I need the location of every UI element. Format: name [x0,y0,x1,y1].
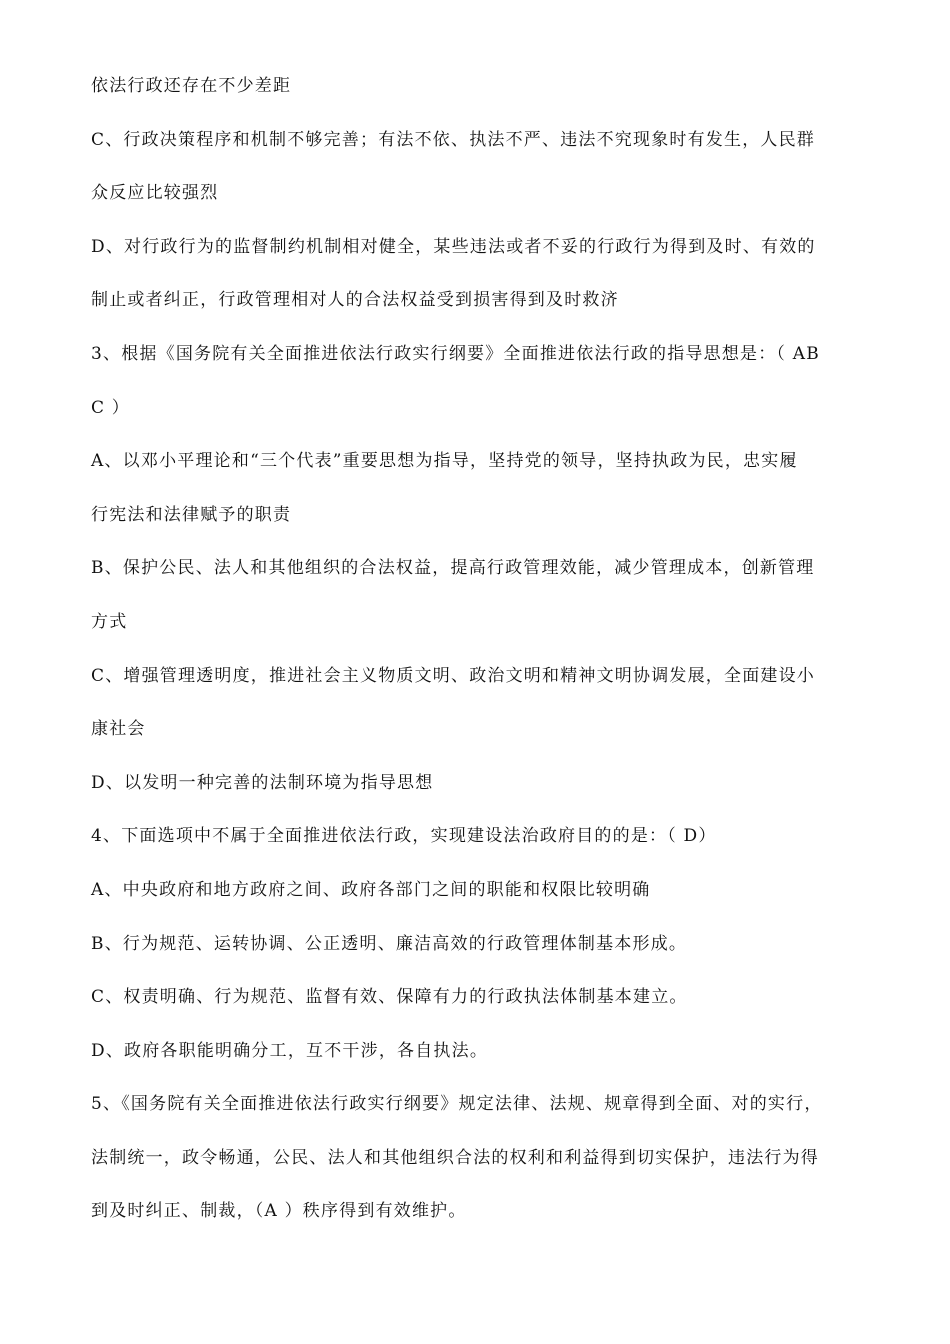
option-c-line: C、增强管理透明度，推进社会主义物质文明、政治文明和精神文明协调发展，全面建设小 [91,665,816,686]
option-d-line: D、以发明一种完善的法制环境为指导思想 [91,772,434,793]
document-page [91,60,866,1239]
question-4: 4、下面选项中不属于全面推进依法行政，实现建设法治政府目的的是：（ D） [91,826,717,847]
question-3: 3、根据《国务院有关全面推进依法行政实行纲要》全面推进依法行政的指导思想是：（ AB [91,343,820,364]
option-a-line: A、以邓小平理论和“三个代表”重要思想为指导，坚持党的领导，坚持执政为民，忠实履 [91,451,798,472]
option-d-line: D、对行政行为的监督制约机制相对健全，某些违法或者不妥的行政行为得到及时、有效的 [91,236,816,257]
text-line: 行宪法和法律赋予的职责 [91,504,292,525]
option-a-line: A、中央政府和地方政府之间、政府各部门之间的职能和权限比较明确 [91,879,651,900]
text-line: 方式 [91,611,128,632]
option-c-line: C、行政决策程序和机制不够完善；有法不依、执法不严、违法不究现象时有发生，人民群 [91,129,816,150]
option-d-line: D、政府各职能明确分工，互不干涉，各自执法。 [91,1040,489,1061]
text-line: 到及时纠正、制裁，（A ）秩序得到有效维护。 [91,1201,467,1222]
text-line: 众反应比较强烈 [91,183,219,204]
option-b-line: B、保护公民、法人和其他组织的合法权益，提高行政管理效能，减少管理成本，创新管理 [91,558,815,579]
text-line: 依法行政还存在不少差距 [91,76,292,96]
text-line: 康社会 [91,719,146,740]
text-line: 法制统一，政令畅通，公民、法人和其他组织合法的权利和利益得到切实保护，违法行为得 [91,1147,819,1168]
option-b-line: B、行为规范、运转协调、公正透明、廉洁高效的行政管理体制基本形成。 [91,933,688,954]
text-line: 制止或者纠正，行政管理相对人的合法权益受到损害得到及时救济 [91,290,619,311]
question-3-answer: C ） [91,397,131,418]
question-5: 5、《国务院有关全面推进依法行政实行纲要》规定法律、法规、规章得到全面、对的实行， [91,1094,823,1115]
option-c-line: C、权责明确、行为规范、监督有效、保障有力的行政执法体制基本建立。 [91,987,688,1008]
